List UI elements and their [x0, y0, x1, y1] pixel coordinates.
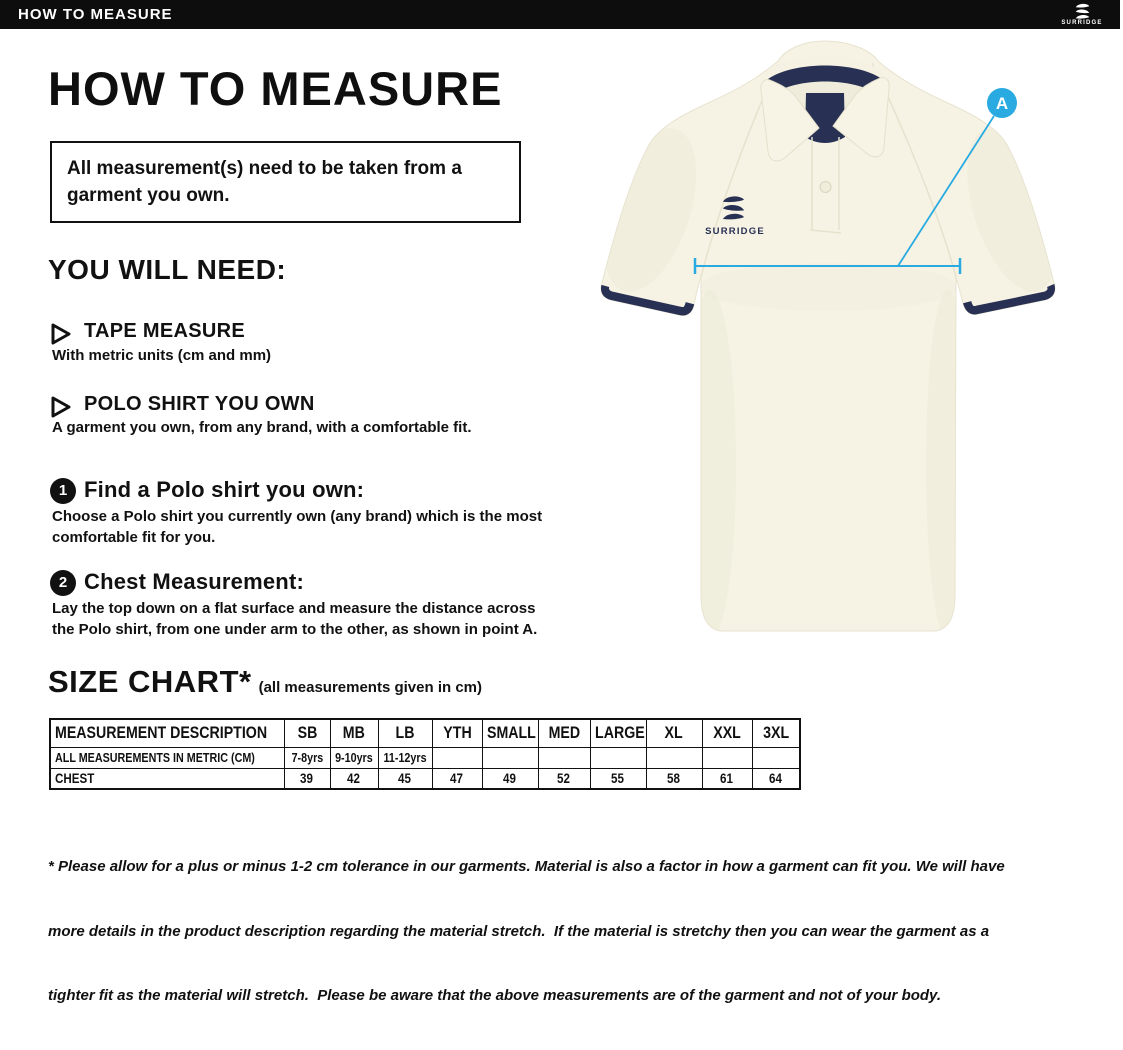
need-item-description: A garment you own, from any brand, with a comfortable fit.	[52, 419, 472, 436]
text-line: garment you own.	[67, 185, 230, 206]
size-chart-header: YTH	[432, 719, 482, 748]
text-line: Lay the top down on a flat surface and measure the distance across	[52, 600, 536, 617]
note-box	[50, 141, 521, 223]
text-line: more details in the product description regarding the material stretch. If the material is stretchy then you can wear the garment as a	[48, 922, 990, 940]
size-chart-cell: 9-10yrs	[330, 748, 378, 769]
footnote	[48, 813, 1123, 1050]
size-chart-cell	[482, 748, 538, 769]
size-chart-header: XXL	[702, 719, 752, 748]
step-title: Chest Measurement:	[84, 569, 304, 594]
need-item-title: POLO SHIRT YOU OWN	[84, 393, 315, 415]
size-chart-cell: 11-12yrs	[378, 748, 432, 769]
need-item-description: With metric units (cm and mm)	[52, 347, 272, 364]
need-item-title: TAPE MEASURE	[84, 320, 246, 342]
step-description	[52, 506, 542, 548]
button	[820, 182, 831, 193]
size-chart-table	[49, 718, 801, 790]
size-chart-cell	[702, 748, 752, 769]
size-chart-cell	[538, 748, 590, 769]
title-bar-label: HOW TO MEASURE	[18, 6, 173, 23]
size-chart-cell: 39	[284, 769, 330, 790]
triangle-bullet-icon	[50, 395, 72, 419]
text-line: All measurement(s) need to be taken from a	[67, 158, 462, 179]
size-chart-cell: 58	[646, 769, 702, 790]
size-chart-cell	[752, 748, 800, 769]
size-chart-cell: 47	[432, 769, 482, 790]
page-title: HOW TO MEASURE	[48, 62, 503, 115]
size-chart-header: MB	[330, 719, 378, 748]
size-chart-cell: 52	[538, 769, 590, 790]
size-chart-header: MEASUREMENT DESCRIPTION	[50, 719, 284, 748]
size-chart-header: LARGE	[590, 719, 646, 748]
size-chart-header: SMALL	[482, 719, 538, 748]
step-title: Find a Polo shirt you own:	[84, 477, 365, 502]
size-chart-cell: 7-8yrs	[284, 748, 330, 769]
surridge-s-icon	[1075, 3, 1090, 19]
size-chart-cell: 45	[378, 769, 432, 790]
size-chart-cell: 55	[590, 769, 646, 790]
marker-a-label: A	[995, 94, 1009, 113]
text-line: * Please allow for a plus or minus 1-2 cm tolerance in our garments. Material is also a factor in how a garment can fit you. We will have	[48, 858, 1005, 875]
shirt-logo-text: SURRIDGE	[705, 226, 765, 237]
size-chart-header: MED	[538, 719, 590, 748]
size-chart-cell: 42	[330, 769, 378, 790]
size-chart-cell: 64	[752, 769, 800, 790]
step-number-badge: 2	[50, 570, 76, 596]
surridge-logo	[1052, 1, 1112, 28]
size-chart-header: SB	[284, 719, 330, 748]
step-description	[52, 598, 537, 640]
text-line: the Polo shirt, from one under arm to the other, as shown in point A.	[52, 621, 538, 638]
surridge-logo-text: SURRIDGE	[1061, 20, 1103, 26]
size-chart-title: SIZE CHART*	[48, 664, 252, 699]
size-chart-row-label: ALL MEASUREMENTS IN METRIC (CM)	[50, 748, 284, 769]
size-chart-header: LB	[378, 719, 432, 748]
size-chart-subtitle: (all measurements given in cm)	[258, 679, 482, 696]
you-will-need-heading: YOU WILL NEED:	[48, 254, 287, 285]
size-chart-header: XL	[646, 719, 702, 748]
size-chart-cell: 61	[702, 769, 752, 790]
text-line: tighter fit as the material will stretch. Please be aware that the above measurements are of the garment and not of your body.	[48, 987, 942, 1004]
size-chart-cell	[590, 748, 646, 769]
size-chart-cell	[432, 748, 482, 769]
title-bar	[0, 0, 1120, 29]
size-chart-heading	[48, 664, 482, 700]
size-chart-cell: 49	[482, 769, 538, 790]
size-chart-row-label: CHEST	[50, 769, 284, 790]
size-chart-header: 3XL	[752, 719, 800, 748]
polo-shirt-image	[560, 35, 1120, 645]
text-line: comfortable fit for you.	[52, 529, 216, 546]
size-chart-cell	[646, 748, 702, 769]
triangle-bullet-icon	[50, 322, 72, 346]
text-line: Choose a Polo shirt you currently own (any brand) which is the most	[52, 508, 543, 525]
step-number-badge: 1	[50, 478, 76, 504]
